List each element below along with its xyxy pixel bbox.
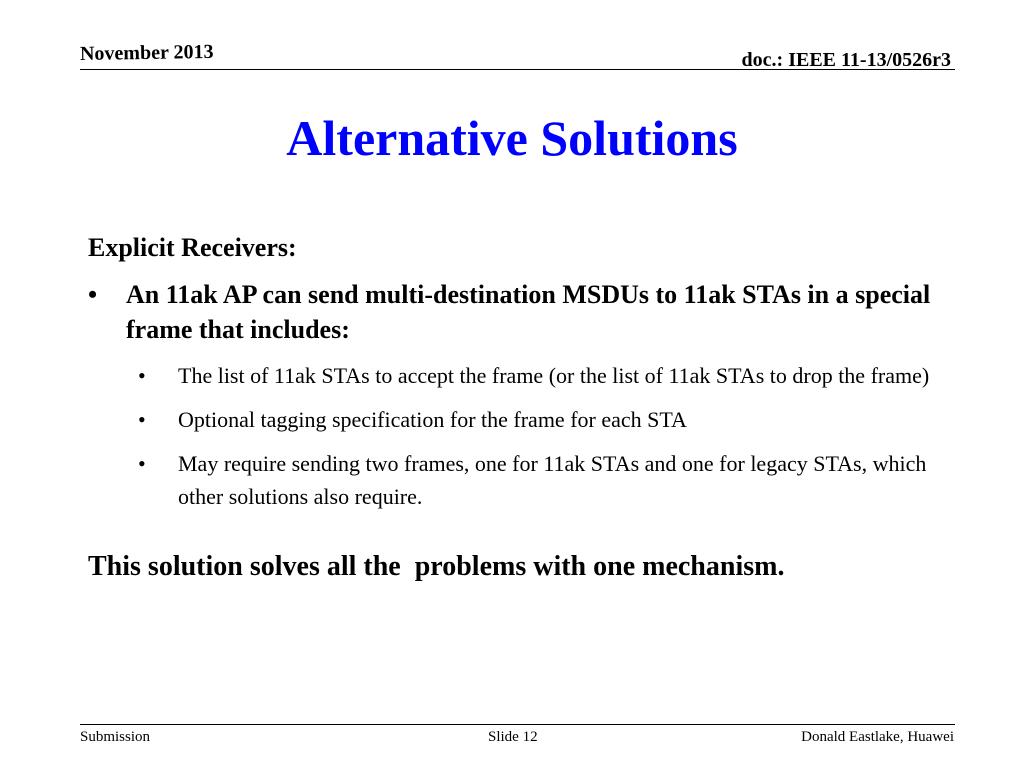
footer-submission: Submission <box>80 729 151 745</box>
bullet-level2-text: The list of 11ak STAs to accept the frame (or the list of 11ak STAs to drop the frame) <box>178 363 930 388</box>
conclusion-text: This solution solves all the problems with one mechanism. <box>88 551 785 582</box>
bullet-icon: • <box>88 280 98 309</box>
footer-slide-number: Slide 12 <box>488 729 538 745</box>
header-doc-id: doc.: IEEE 11-13/0526r3 <box>741 49 951 71</box>
section-heading: Explicit Receivers: <box>88 233 297 262</box>
bullet-level1-text: An 11ak AP can send multi-destination MSDUs to 11ak STAs in a special frame that includes: <box>126 280 931 344</box>
bullet-level2-text: May require sending two frames, one for 11ak STAs and one for legacy STAs, which other solutions also require. <box>178 451 927 509</box>
slide-title: Alternative Solutions <box>286 110 738 166</box>
bullet-level2 <box>88 447 938 513</box>
bullet-level2-text: Optional tagging specification for the frame for each STA <box>178 407 687 432</box>
bullet-level2 <box>88 403 938 436</box>
footer-divider <box>80 724 955 725</box>
bullet-icon: • <box>138 407 146 432</box>
bullet-icon: • <box>138 363 146 388</box>
footer-author: Donald Eastlake, Huawei <box>801 729 954 745</box>
bullet-level2 <box>88 359 938 392</box>
slide-body <box>88 229 948 584</box>
bullet-level1 <box>88 277 948 347</box>
header-date: November 2013 <box>79 40 214 65</box>
bullet-icon: • <box>138 451 146 476</box>
header-divider <box>80 69 955 70</box>
